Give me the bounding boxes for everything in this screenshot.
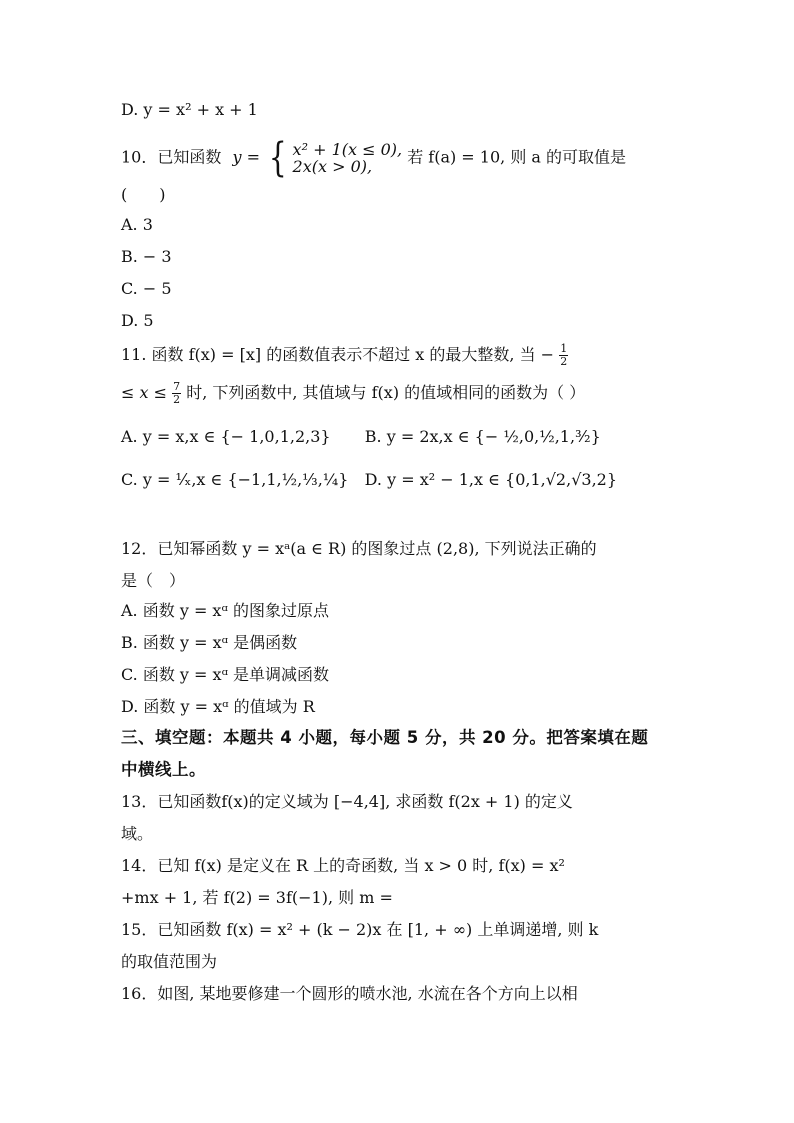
q11-inequality: ≤ x ≤	[121, 383, 168, 402]
case-1: x² + 1(x ≤ 0),	[292, 140, 403, 159]
question-14-line2: +mx + 1, 若 f(2) = 3f(−1), 则 m =	[121, 888, 393, 907]
question-15-line2: 的取值范围为	[121, 952, 218, 971]
option-12c: C. 函数 y = xᵅ 是单调减函数	[121, 665, 330, 684]
option-11a: A. y = x,x ∈ {− 1,0,1,2,3}	[121, 427, 331, 446]
option-11c: C. y = ¹⁄ₓ,x ∈	[121, 470, 223, 489]
question-12-line1: 12．已知幂函数 y = xᵃ(a ∈ R) 的图象过点 (2,8), 下列说法正确的	[121, 539, 597, 558]
option-10d: D. 5	[121, 311, 154, 330]
piecewise-function	[265, 135, 403, 181]
question-14-line1: 14．已知 f(x) 是定义在 R 上的奇函数, 当 x > 0 时, f(x) = x²	[121, 856, 565, 875]
option-10a: A. 3	[121, 215, 153, 234]
option-11b-set: {− ½,0,½,1,³⁄₂}	[474, 427, 601, 446]
section-3-heading: 三、填空题：本题共 4 小题，每小题 5 分，共 20 分。把答案填在题	[121, 728, 649, 747]
q11-stem: 11. 函数 f(x) = [x] 的函数值表示不超过 x 的最大整数, 当 −	[121, 345, 555, 364]
fraction-seven-halves: $\frac{7}{2}$	[173, 380, 181, 406]
case-2: 2x(x > 0),	[292, 157, 373, 176]
left-brace: {	[268, 135, 287, 181]
q10-stem: 10．已知函数	[121, 147, 222, 167]
section-3-heading-cont: 中横线上。	[121, 760, 206, 779]
option-12a: A. 函数 y = xᵅ 的图象过原点	[121, 601, 329, 620]
question-10	[121, 135, 674, 181]
option-9d: D. y = x² + x + 1	[121, 100, 258, 119]
question-12-line2: 是（ ）	[121, 571, 186, 590]
q10-choice-brackets: ( )	[121, 185, 166, 204]
fraction-half: $\frac{1}{2}$	[560, 342, 568, 368]
question-15-line1: 15．已知函数 f(x) = x² + (k − 2)x 在 [1, + ∞) 上单调递增, 则 k	[121, 920, 599, 939]
q11-stem-cont: 时, 下列函数中, 其值域与 f(x) 的值域相同的函数为（ ）	[186, 383, 586, 402]
option-11b: B. y = 2x,x ∈	[364, 427, 470, 446]
option-12b: B. 函数 y = xᵅ 是偶函数	[121, 633, 298, 652]
option-11d: D. y = x² − 1,x ∈ {0,1,√2,√3,2}	[364, 470, 618, 489]
q10-y: y =	[232, 147, 260, 167]
option-12d: D. 函数 y = xᵅ 的值域为 R	[121, 697, 315, 716]
question-13-line1: 13．已知函数f(x)的定义域为 [−4,4], 求函数 f(2x + 1) 的定义	[121, 792, 573, 811]
question-16-line1: 16．如图, 某地要修建一个圆形的喷水池, 水流在各个方向上以相	[121, 984, 578, 1003]
option-11c-set: {−1,1,½,⅓,¼}	[227, 470, 349, 489]
option-10c: C. − 5	[121, 279, 172, 298]
question-13-line2: 域。	[121, 824, 154, 843]
question-11-line1	[121, 343, 674, 368]
options-11-ab	[121, 426, 674, 448]
option-10b: B. − 3	[121, 247, 172, 266]
options-11-cd	[121, 469, 674, 491]
question-11-line2	[121, 381, 674, 406]
q10-condition: 若 f(a) = 10, 则 a 的可取值是	[407, 147, 627, 167]
